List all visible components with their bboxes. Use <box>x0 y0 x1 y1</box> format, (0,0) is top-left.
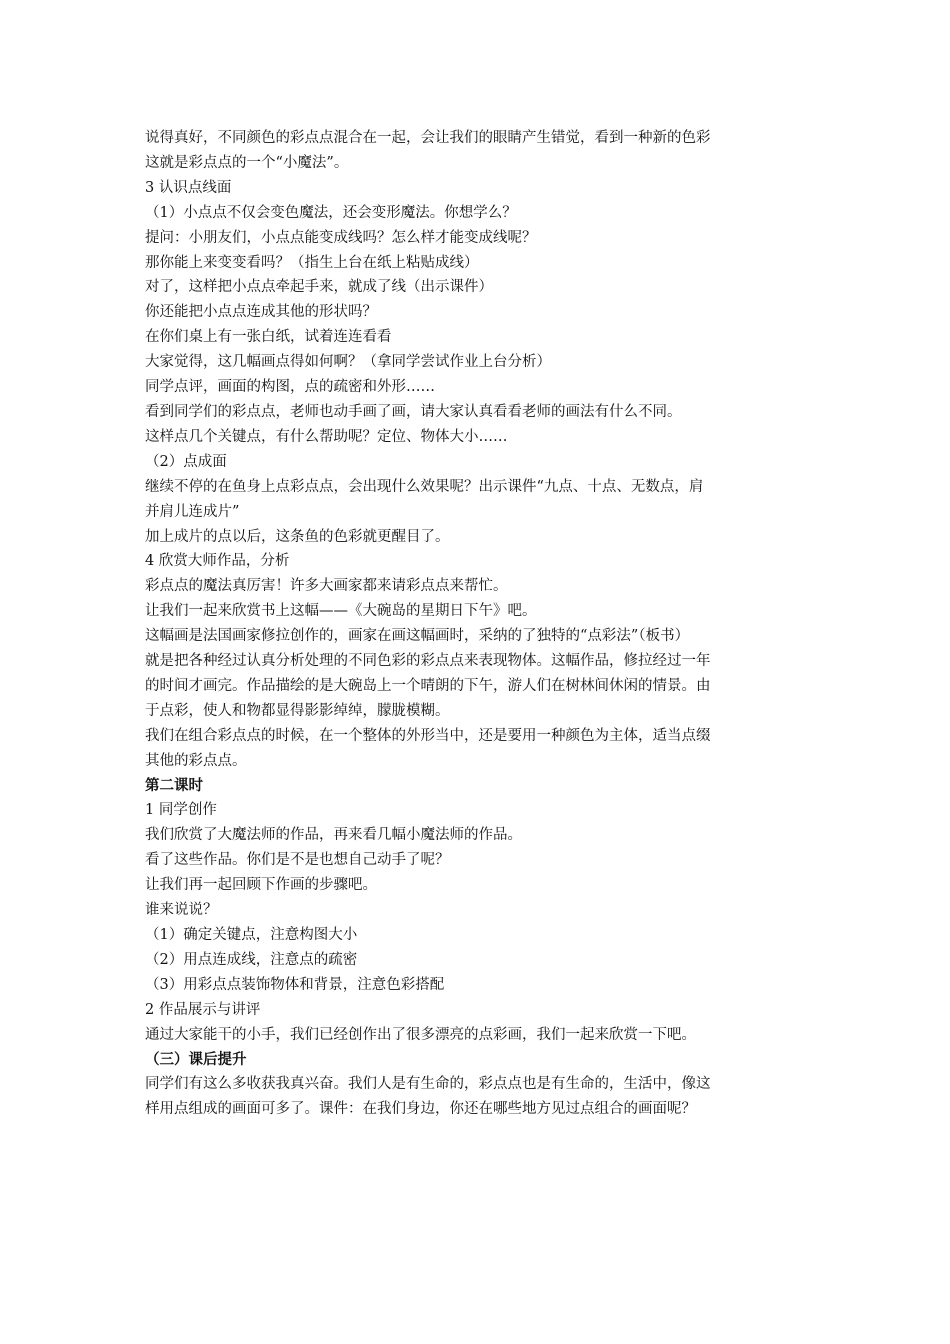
text-line: 这样点几个关键点，有什么帮助呢？定位、物体大小…… <box>145 428 508 445</box>
text-line: 你还能把小点点连成其他的形状吗？ <box>145 304 377 321</box>
text-line: 继续不停的在鱼身上点彩点点，会出现什么效果呢？出示课件“九点、十点、无数点，肩 <box>145 478 704 495</box>
text-line: 2 作品展示与讲评 <box>145 1001 261 1018</box>
text-line: 谁来说说？ <box>145 902 218 919</box>
text-line: 看了这些作品。你们是不是也想自己动手了呢？ <box>145 852 450 869</box>
text-line: 这就是彩点点的一个“小魔法”。 <box>145 154 349 171</box>
text-line: 彩点点的魔法真厉害！许多大画家都来请彩点点来帮忙。 <box>145 578 508 595</box>
text-line: 同学们有这么多收获我真兴奋。我们人是有生命的，彩点点也是有生命的，生活中，像这 <box>145 1076 711 1093</box>
text-line: 同学点评，画面的构图，点的疏密和外形…… <box>145 379 435 396</box>
text-line: 并肩儿连成片” <box>145 503 240 520</box>
text-line: 样用点组成的画面可多了。课件：在我们身边，你还在哪些地方见过点组合的画面呢？ <box>145 1101 696 1118</box>
text-line: 3 认识点线面 <box>145 179 232 196</box>
text-line: 通过大家能干的小手，我们已经创作出了很多漂亮的点彩画，我们一起来欣赏一下吧。 <box>145 1026 696 1043</box>
text-line: 的时间才画完。作品描绘的是大碗岛上一个晴朗的下午，游人们在树林间休闲的情景。由 <box>145 677 711 694</box>
text-line: 提问：小朋友们，小点点能变成线吗？怎么样才能变成线呢？ <box>145 229 537 246</box>
text-line: 我们欣赏了大魔法师的作品，再来看几幅小魔法师的作品。 <box>145 827 522 844</box>
text-line: 那你能上来变变看吗？（指生上台在纸上粘贴成线） <box>145 254 479 271</box>
text-line: 对了，这样把小点点牵起手来，就成了线（出示课件） <box>145 279 493 296</box>
text-line: （2）点成面 <box>145 453 227 470</box>
text-line: 于点彩，使人和物都显得影影绰绰，朦胧模糊。 <box>145 702 450 719</box>
text-line: 4 欣赏大师作品，分析 <box>145 553 290 570</box>
text-line: 加上成片的点以后，这条鱼的色彩就更醒目了。 <box>145 528 450 545</box>
document-body <box>145 126 825 1122</box>
text-line: 让我们再一起回顾下作画的步骤吧。 <box>145 877 377 894</box>
section-heading: 第二课时 <box>145 776 203 794</box>
text-line: 就是把各种经过认真分析处理的不同色彩的彩点点来表现物体。这幅作品，修拉经过一年 <box>145 653 711 670</box>
text-line: （1）小点点不仅会变色魔法，还会变形魔法。你想学么？ <box>145 204 517 221</box>
text-line: 我们在组合彩点点的时候，在一个整体的外形当中，还是要用一种颜色为主体，适当点缀 <box>145 727 711 744</box>
text-line: 在你们桌上有一张白纸，试着连连看看 <box>145 329 392 346</box>
text-line: （2）用点连成线，注意点的疏密 <box>145 951 358 968</box>
text-line: 其他的彩点点。 <box>145 752 247 769</box>
section-heading: （三）课后提升 <box>145 1050 247 1068</box>
text-line: （3）用彩点点装饰物体和背景，注意色彩搭配 <box>145 976 445 993</box>
text-line: （1）确定关键点，注意构图大小 <box>145 927 358 943</box>
text-line: 大家觉得，这几幅画点得如何啊？（拿同学尝试作业上台分析） <box>145 354 551 371</box>
text-line: 看到同学们的彩点点，老师也动手画了画，请大家认真看看老师的画法有什么不同。 <box>145 403 682 420</box>
text-line: 这幅画是法国画家修拉创作的，画家在画这幅画时，采纳的了独特的“点彩法”（板书） <box>145 628 690 645</box>
text-line: 1 同学创作 <box>145 802 217 819</box>
text-line: 让我们一起来欣赏书上这幅——《大碗岛的星期日下午》吧。 <box>145 603 537 620</box>
text-line: 说得真好，不同颜色的彩点点混合在一起，会让我们的眼睛产生错觉，看到一种新的色彩 <box>145 130 711 146</box>
